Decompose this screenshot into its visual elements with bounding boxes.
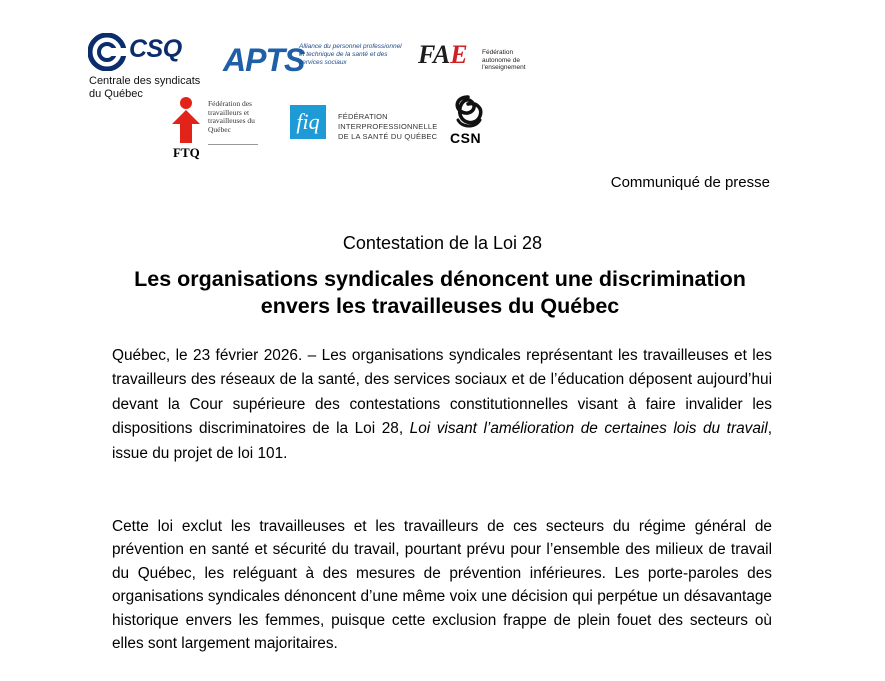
- fae-logo: [418, 40, 538, 74]
- apts-logo: [223, 40, 402, 82]
- fiq-subtitle-line: DE LA SANTÉ DU QUÉBEC: [338, 132, 438, 141]
- ftq-figure-icon: [170, 97, 202, 143]
- ftq-logo-subtitle: Fédération des travailleurs et travailleuses du Québec: [208, 99, 255, 134]
- apts-logo-text: APTS: [223, 42, 305, 78]
- paragraph-2: Cette loi exclut les travailleuses et les travailleurs de ces secteurs du régime général de prévention en santé et sécurité du travail, pourtant prévu pour l’ensemble des milieux de travail du Québec, les reléguant à des mesures de prévention inférieures. Les porte-paroles des organisations syndicales dénoncent d’une même voix une décision qui perpétue un désavantage historique envers les femmes, puisque cette exclusion frappe de plein fouet des secteurs où elles sont largement majoritaires.: [112, 518, 772, 653]
- csn-logo-text: CSN: [450, 130, 482, 146]
- fiq-logo: [290, 105, 440, 145]
- surtitle: Contestation de la Loi 28: [342, 233, 543, 253]
- ftq-divider: [208, 144, 258, 145]
- paragraph-1-end: , issue du projet de loi 101.: [112, 420, 773, 462]
- csq-logo: [88, 33, 201, 105]
- dateline: Québec, le 23 février 2026. –: [112, 347, 317, 364]
- press-release-label: Communiqué de presse: [610, 174, 770, 191]
- fae-logo-text: [418, 40, 468, 70]
- ftq-logo: [170, 97, 270, 162]
- fae-logo-subtitle: Fédération autonome de l'enseignement: [482, 49, 526, 71]
- fae-logo-text-e: E: [450, 40, 468, 69]
- fiq-subtitle-line: FÉDÉRATION: [338, 112, 388, 121]
- csq-swirl-icon: [88, 33, 126, 71]
- csn-logo: [446, 94, 496, 149]
- csn-knot-icon: [450, 94, 486, 130]
- paragraph-1: [112, 344, 772, 466]
- ftq-logo-text: FTQ: [173, 145, 200, 160]
- csq-logo-subtitle: Centrale des syndicats du Québec: [89, 75, 201, 100]
- fiq-logo-subtitle: [338, 112, 448, 142]
- apts-logo-subtitle: Alliance du personnel professionnel et technique de la santé et des services sociaux: [299, 43, 402, 66]
- csq-logo-text: CSQ: [129, 35, 182, 63]
- headline: Les organisations syndicales dénoncent une discrimination envers les travailleuses du Québec: [134, 267, 746, 318]
- fiq-subtitle-line: INTERPROFESSIONNELLE: [338, 122, 438, 131]
- law-title: Loi visant l’amélioration de certaines lois du travail: [409, 420, 768, 438]
- fiq-logo-mark: fiq: [290, 105, 326, 139]
- paragraph-1-text: Les organisations syndicales représentant les travailleuses et les travailleurs des réseaux de la santé, des services sociaux et de l’éducation déposent aujourd’hui devant la Cour supérieure des contestations constitutionnelles visant à faire invalider les dispositions discriminatoires de la Loi 28,: [112, 347, 772, 438]
- fae-logo-text-fa: FA: [418, 40, 451, 69]
